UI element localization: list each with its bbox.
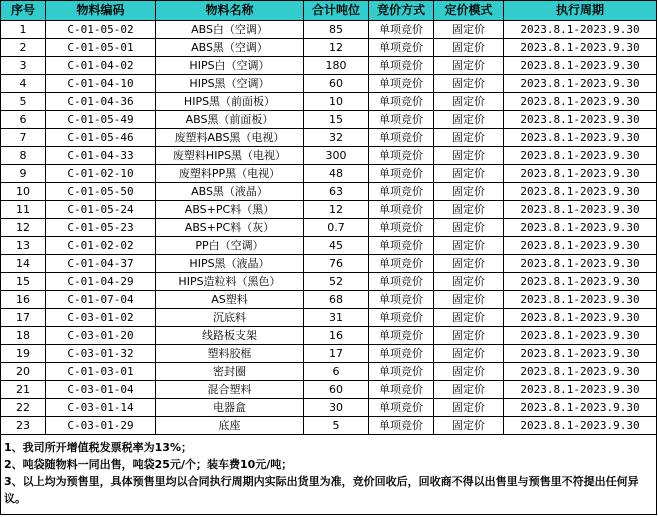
cell-bid-method: 单项竞价 (369, 417, 434, 435)
cell-bid-method: 单项竞价 (369, 183, 434, 201)
cell-material-name: 底座 (156, 417, 304, 435)
table-row (1, 111, 657, 129)
cell-tonnage: 45 (304, 237, 369, 255)
cell-index: 15 (1, 273, 46, 291)
cell-index: 2 (1, 39, 46, 57)
cell-tonnage: 0.7 (304, 219, 369, 237)
cell-code: C-03-01-29 (46, 417, 156, 435)
cell-code: C-01-05-24 (46, 201, 156, 219)
cell-index: 16 (1, 291, 46, 309)
cell-period: 2023.8.1-2023.9.30 (504, 165, 657, 183)
cell-pricing-mode: 固定价 (434, 309, 504, 327)
cell-bid-method: 单项竞价 (369, 399, 434, 417)
header-material-name: 物料名称 (156, 1, 304, 21)
cell-pricing-mode: 固定价 (434, 129, 504, 147)
cell-tonnage: 31 (304, 309, 369, 327)
header-period: 执行周期 (504, 1, 657, 21)
header-tonnage: 合计吨位 (304, 1, 369, 21)
cell-material-name: ABS黑（空调） (156, 39, 304, 57)
cell-index: 23 (1, 417, 46, 435)
cell-period: 2023.8.1-2023.9.30 (504, 147, 657, 165)
header-index: 序号 (1, 1, 46, 21)
cell-code: C-01-05-23 (46, 219, 156, 237)
cell-material-name: 沉底料 (156, 309, 304, 327)
cell-material-name: PP白（空调） (156, 237, 304, 255)
cell-index: 8 (1, 147, 46, 165)
cell-code: C-01-07-04 (46, 291, 156, 309)
table-row (1, 183, 657, 201)
cell-code: C-01-04-37 (46, 255, 156, 273)
cell-period: 2023.8.1-2023.9.30 (504, 399, 657, 417)
cell-index: 9 (1, 165, 46, 183)
cell-bid-method: 单项竞价 (369, 363, 434, 381)
cell-bid-method: 单项竞价 (369, 57, 434, 75)
cell-tonnage: 6 (304, 363, 369, 381)
cell-bid-method: 单项竞价 (369, 255, 434, 273)
table-row (1, 381, 657, 399)
cell-tonnage: 12 (304, 201, 369, 219)
table-row (1, 237, 657, 255)
cell-tonnage: 68 (304, 291, 369, 309)
cell-pricing-mode: 固定价 (434, 165, 504, 183)
cell-period: 2023.8.1-2023.9.30 (504, 75, 657, 93)
cell-tonnage: 63 (304, 183, 369, 201)
cell-material-name: ABS白（空调） (156, 21, 304, 39)
cell-bid-method: 单项竞价 (369, 381, 434, 399)
cell-code: C-03-01-04 (46, 381, 156, 399)
cell-pricing-mode: 固定价 (434, 291, 504, 309)
cell-bid-method: 单项竞价 (369, 345, 434, 363)
cell-code: C-03-01-20 (46, 327, 156, 345)
cell-bid-method: 单项竞价 (369, 291, 434, 309)
cell-index: 5 (1, 93, 46, 111)
cell-period: 2023.8.1-2023.9.30 (504, 309, 657, 327)
header-bid-method: 竞价方式 (369, 1, 434, 21)
cell-period: 2023.8.1-2023.9.30 (504, 273, 657, 291)
cell-pricing-mode: 固定价 (434, 237, 504, 255)
cell-index: 21 (1, 381, 46, 399)
cell-pricing-mode: 固定价 (434, 327, 504, 345)
cell-code: C-01-05-01 (46, 39, 156, 57)
cell-index: 12 (1, 219, 46, 237)
cell-pricing-mode: 固定价 (434, 363, 504, 381)
cell-bid-method: 单项竞价 (369, 309, 434, 327)
cell-material-name: ABS黑（液晶） (156, 183, 304, 201)
table-row (1, 39, 657, 57)
table-row (1, 273, 657, 291)
cell-material-name: HIPS黑（液晶） (156, 255, 304, 273)
cell-material-name: 废塑料ABS黑（电视） (156, 129, 304, 147)
cell-material-name: HIPS黑（前面板） (156, 93, 304, 111)
cell-period: 2023.8.1-2023.9.30 (504, 39, 657, 57)
cell-code: C-01-02-02 (46, 237, 156, 255)
cell-bid-method: 单项竞价 (369, 129, 434, 147)
cell-index: 22 (1, 399, 46, 417)
cell-pricing-mode: 固定价 (434, 75, 504, 93)
cell-pricing-mode: 固定价 (434, 147, 504, 165)
cell-code: C-01-05-50 (46, 183, 156, 201)
table-row (1, 201, 657, 219)
cell-code: C-01-04-33 (46, 147, 156, 165)
cell-index: 11 (1, 201, 46, 219)
cell-bid-method: 单项竞价 (369, 21, 434, 39)
table-row (1, 327, 657, 345)
table-row (1, 291, 657, 309)
header-row (1, 1, 657, 21)
cell-material-name: HIPS白（空调） (156, 57, 304, 75)
table-row (1, 219, 657, 237)
cell-material-name: 塑料胶框 (156, 345, 304, 363)
cell-material-name: 密封圈 (156, 363, 304, 381)
table-row (1, 147, 657, 165)
note-3: 3、以上均为预售里，具体预售里均以合同执行周期内实际出货里为准，竞价回收后，回收商不得以出售里与预售里不符提出任何异议。 (4, 475, 639, 505)
cell-bid-method: 单项竞价 (369, 93, 434, 111)
cell-period: 2023.8.1-2023.9.30 (504, 183, 657, 201)
cell-code: C-03-01-14 (46, 399, 156, 417)
cell-pricing-mode: 固定价 (434, 399, 504, 417)
cell-period: 2023.8.1-2023.9.30 (504, 327, 657, 345)
cell-material-name: 线路板支架 (156, 327, 304, 345)
cell-index: 18 (1, 327, 46, 345)
cell-material-name: HIPS黑（空调） (156, 75, 304, 93)
cell-code: C-01-05-49 (46, 111, 156, 129)
cell-pricing-mode: 固定价 (434, 57, 504, 75)
cell-tonnage: 12 (304, 39, 369, 57)
cell-code: C-01-04-29 (46, 273, 156, 291)
cell-code: C-01-05-46 (46, 129, 156, 147)
table-row (1, 399, 657, 417)
cell-tonnage: 60 (304, 381, 369, 399)
cell-material-name: 废塑料PP黑（电视） (156, 165, 304, 183)
cell-bid-method: 单项竞价 (369, 75, 434, 93)
cell-index: 17 (1, 309, 46, 327)
cell-bid-method: 单项竞价 (369, 39, 434, 57)
cell-pricing-mode: 固定价 (434, 183, 504, 201)
cell-index: 13 (1, 237, 46, 255)
cell-period: 2023.8.1-2023.9.30 (504, 255, 657, 273)
cell-code: C-01-05-02 (46, 21, 156, 39)
cell-tonnage: 32 (304, 129, 369, 147)
table-row (1, 75, 657, 93)
cell-index: 20 (1, 363, 46, 381)
cell-bid-method: 单项竞价 (369, 237, 434, 255)
note-2: 2、吨袋随物料一同出售，吨袋25元/个；装车费10元/吨； (4, 458, 293, 471)
table-row (1, 345, 657, 363)
table-row (1, 255, 657, 273)
cell-bid-method: 单项竞价 (369, 111, 434, 129)
cell-code: C-01-04-10 (46, 75, 156, 93)
cell-material-name: ABS+PC料（黑） (156, 201, 304, 219)
cell-material-name: ABS+PC料（灰） (156, 219, 304, 237)
cell-tonnage: 48 (304, 165, 369, 183)
cell-tonnage: 180 (304, 57, 369, 75)
cell-index: 6 (1, 111, 46, 129)
cell-bid-method: 单项竞价 (369, 147, 434, 165)
cell-code: C-03-01-02 (46, 309, 156, 327)
cell-pricing-mode: 固定价 (434, 381, 504, 399)
cell-index: 19 (1, 345, 46, 363)
cell-tonnage: 15 (304, 111, 369, 129)
cell-period: 2023.8.1-2023.9.30 (504, 129, 657, 147)
cell-period: 2023.8.1-2023.9.30 (504, 417, 657, 435)
cell-period: 2023.8.1-2023.9.30 (504, 291, 657, 309)
table-row (1, 129, 657, 147)
cell-tonnage: 85 (304, 21, 369, 39)
cell-period: 2023.8.1-2023.9.30 (504, 21, 657, 39)
cell-period: 2023.8.1-2023.9.30 (504, 345, 657, 363)
cell-pricing-mode: 固定价 (434, 93, 504, 111)
cell-index: 4 (1, 75, 46, 93)
cell-period: 2023.8.1-2023.9.30 (504, 111, 657, 129)
cell-pricing-mode: 固定价 (434, 21, 504, 39)
cell-material-name: AS塑料 (156, 291, 304, 309)
cell-bid-method: 单项竞价 (369, 219, 434, 237)
cell-pricing-mode: 固定价 (434, 273, 504, 291)
cell-period: 2023.8.1-2023.9.30 (504, 237, 657, 255)
cell-bid-method: 单项竞价 (369, 327, 434, 345)
cell-material-name: 混合塑料 (156, 381, 304, 399)
table-row (1, 309, 657, 327)
cell-code: C-01-04-36 (46, 93, 156, 111)
cell-tonnage: 60 (304, 75, 369, 93)
cell-bid-method: 单项竞价 (369, 273, 434, 291)
note-1: 1、我司所开增值税发票税率为13%； (4, 441, 192, 454)
cell-pricing-mode: 固定价 (434, 345, 504, 363)
cell-index: 10 (1, 183, 46, 201)
cell-tonnage: 10 (304, 93, 369, 111)
cell-code: C-01-02-10 (46, 165, 156, 183)
cell-period: 2023.8.1-2023.9.30 (504, 57, 657, 75)
table-row (1, 363, 657, 381)
cell-tonnage: 76 (304, 255, 369, 273)
cell-period: 2023.8.1-2023.9.30 (504, 201, 657, 219)
cell-bid-method: 单项竞价 (369, 201, 434, 219)
cell-index: 7 (1, 129, 46, 147)
cell-tonnage: 300 (304, 147, 369, 165)
cell-tonnage: 30 (304, 399, 369, 417)
cell-period: 2023.8.1-2023.9.30 (504, 381, 657, 399)
cell-period: 2023.8.1-2023.9.30 (504, 219, 657, 237)
notes-section (0, 435, 657, 515)
cell-pricing-mode: 固定价 (434, 219, 504, 237)
table-row (1, 57, 657, 75)
cell-material-name: 电器盒 (156, 399, 304, 417)
cell-code: C-01-03-01 (46, 363, 156, 381)
cell-period: 2023.8.1-2023.9.30 (504, 93, 657, 111)
cell-code: C-01-04-02 (46, 57, 156, 75)
table-row (1, 165, 657, 183)
cell-material-name: HIPS造粒料（黑色） (156, 273, 304, 291)
cell-tonnage: 5 (304, 417, 369, 435)
cell-pricing-mode: 固定价 (434, 111, 504, 129)
cell-tonnage: 17 (304, 345, 369, 363)
cell-pricing-mode: 固定价 (434, 417, 504, 435)
cell-material-name: 废塑料HIPS黑（电视） (156, 147, 304, 165)
cell-index: 14 (1, 255, 46, 273)
cell-tonnage: 16 (304, 327, 369, 345)
cell-period: 2023.8.1-2023.9.30 (504, 363, 657, 381)
cell-tonnage: 52 (304, 273, 369, 291)
table-row (1, 21, 657, 39)
cell-pricing-mode: 固定价 (434, 39, 504, 57)
cell-pricing-mode: 固定价 (434, 201, 504, 219)
table-row (1, 417, 657, 435)
cell-index: 3 (1, 57, 46, 75)
table-row (1, 93, 657, 111)
header-code: 物料编码 (46, 1, 156, 21)
cell-code: C-03-01-32 (46, 345, 156, 363)
cell-index: 1 (1, 21, 46, 39)
cell-material-name: ABS黑（前面板） (156, 111, 304, 129)
header-pricing-mode: 定价模式 (434, 1, 504, 21)
cell-pricing-mode: 固定价 (434, 255, 504, 273)
cell-bid-method: 单项竞价 (369, 165, 434, 183)
